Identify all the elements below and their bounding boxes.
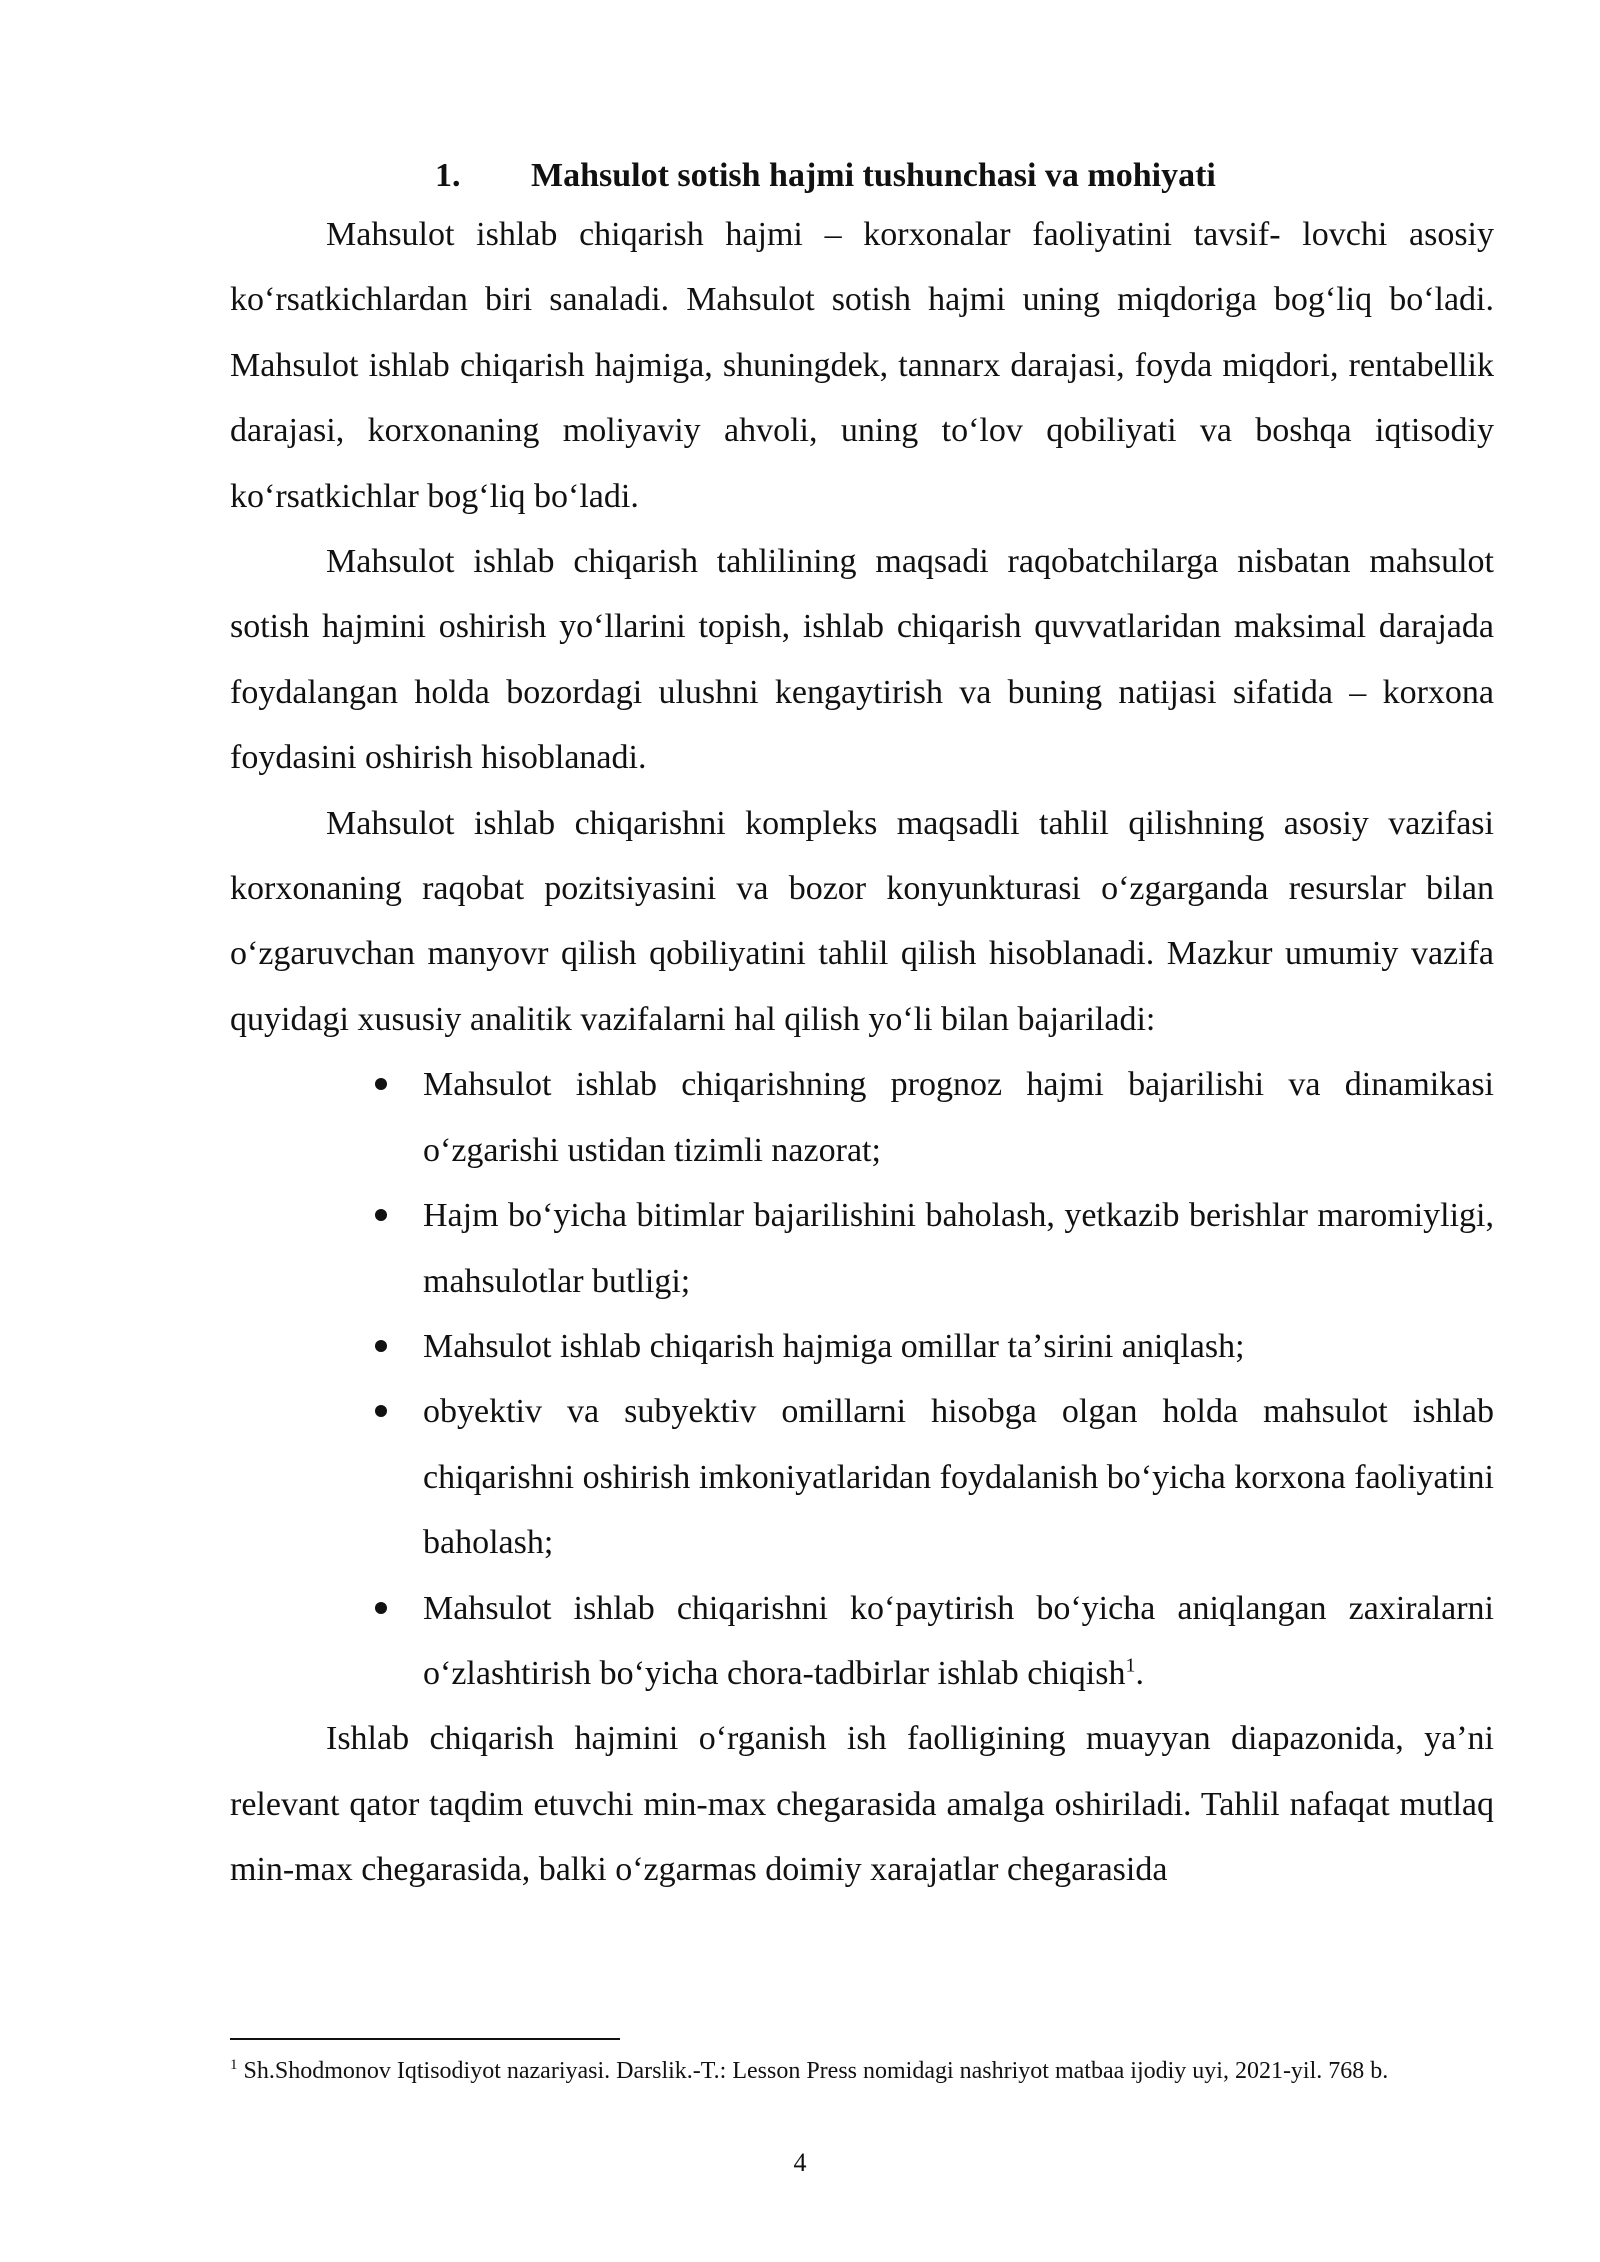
paragraph-3: Mahsulot ishlab chiqarishni kompleks maqsadli tahlil qilishning asosiy vazifasi korxonaning raqobat pozitsiyasini va bozor konyunkturasi oʻzgarganda resurslar bilan oʻzgaruvchan manyovr qilish qobiliyatini tahlil qilish hisoblanadi. Mazkur umumiy vazifa quyidagi xususiy analitik vazifalarni hal qilish yoʻli bilan bajariladi: — [230, 804, 1494, 1038]
paragraph-1: Mahsulot ishlab chiqarish hajmi – korxonalar faoliyatini tavsif- lovchi asosiy koʻrsatkichlardan biri sanaladi. Mahsulot sotish hajmi uning miqdoriga bogʻliq boʻladi. Mahsulot ishlab chiqarish hajmiga, shuningdek, tannarx darajasi, foyda miqdori, rentabellik darajasi, korxonaning moliyaviy ahvoli, uning toʻlov qobiliyati va boshqa iqtisodiy koʻrsatkichlar bogʻliq boʻladi. — [230, 216, 1494, 515]
list-item-text: Mahsulot ishlab chiqarish hajmiga omillar taʼsirini aniqlash; — [423, 1327, 1245, 1365]
list-item — [423, 1576, 1494, 1707]
footnote-text: Sh.Shodmonov Iqtisodiyot nazariyasi. Darslik.-T.: Lesson Press nomidagi nashriyot matbaa ijodiy uyi, 2021-yil. 768 b. — [243, 2058, 1389, 2084]
list-item — [423, 1314, 1494, 1379]
bullet-icon — [375, 1078, 387, 1090]
footnote — [230, 2055, 1494, 2087]
document-page — [230, 150, 1494, 1903]
list-item-text: obyektiv va subyektiv omillarni hisobga olgan holda mahsulot ishlab chiqarishni oshirish imkoniyatlaridan foydalanish boʻyicha korxona faoliyatini baholash; — [423, 1393, 1494, 1562]
section-title: Mahsulot sotish hajmi tushunchasi va mohiyati — [531, 157, 1216, 194]
list-item-text: Mahsulot ishlab chiqarishni koʻpaytirish boʻyicha aniqlangan zaxiralarni oʻzlashtirish boʻyicha chora-tadbirlar ishlab chiqish — [423, 1589, 1494, 1692]
bullet-icon — [375, 1602, 387, 1614]
list-item-text: Mahsulot ishlab chiqarishning prognoz hajmi bajarilishi va dinamikasi oʻzgarishi ustidan tizimli nazorat; — [423, 1066, 1494, 1169]
bullet-icon — [375, 1209, 387, 1221]
bullet-icon — [375, 1405, 387, 1417]
list-item — [423, 1379, 1494, 1575]
paragraph-4: Ishlab chiqarish hajmini oʻrganish ish faolligining muayyan diapazonida, yaʼni relevant qator taqdim etuvchi min-max chegarasida amalga oshiriladi. Tahlil nafaqat mutlaq min-max chegarasida, balki oʻzgarmas doimiy xarajatlar chegarasida — [230, 1720, 1494, 1889]
list-item — [423, 1052, 1494, 1183]
footnote-marker: 1 — [230, 2057, 238, 2073]
section-heading — [230, 150, 1494, 202]
bullet-icon — [375, 1340, 387, 1352]
list-item — [423, 1183, 1494, 1314]
footnote-divider — [230, 2038, 620, 2040]
list-item-text: Hajm boʻyicha bitimlar bajarilishini baholash, yetkazib berishlar maromiyligi, mahsulotlar butligi; — [423, 1197, 1494, 1300]
list-item-suffix: . — [1135, 1654, 1144, 1692]
page-number: 4 — [793, 2148, 807, 2177]
paragraph-2: Mahsulot ishlab chiqarish tahlilining maqsadi raqobatchilarga nisbatan mahsulot sotish hajmini oshirish yoʻllarini topish, ishlab chiqarish quvvatlaridan maksimal darajada foydalangan holda bozordagi ulushni kengaytirish va buning natijasi sifatida – korxona foydasini oshirish hisoblanadi. — [230, 543, 1494, 777]
footnote-reference[interactable]: 1 — [1125, 1654, 1136, 1677]
section-number: 1. — [435, 157, 461, 194]
task-list — [230, 1052, 1494, 1706]
